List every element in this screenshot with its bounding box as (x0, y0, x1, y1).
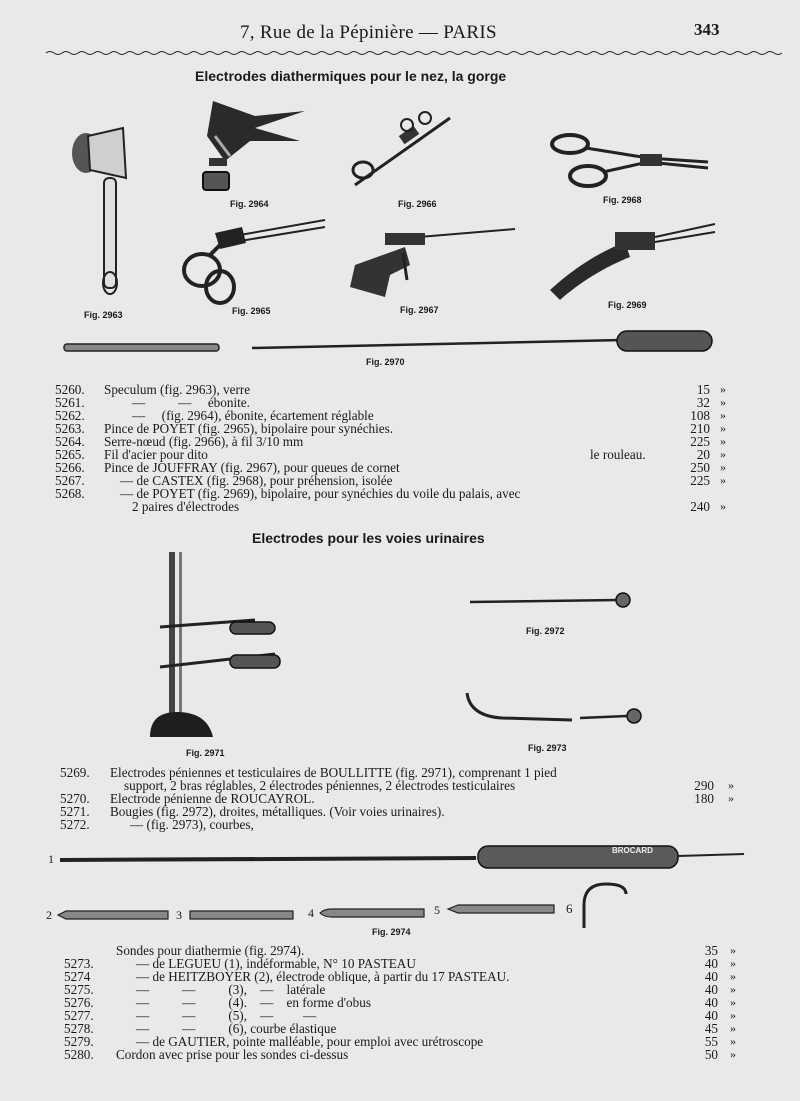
snare-illustration (345, 110, 455, 195)
sonde-number-3: 3 (176, 908, 182, 922)
speculum-illustration (68, 118, 138, 303)
fig-label-2972: Fig. 2972 (526, 626, 565, 636)
curved-bougie-illustration (462, 688, 647, 736)
curved-elastic-sonde (578, 880, 630, 930)
fig-label-2968: Fig. 2968 (603, 195, 642, 205)
heitzboyer-sonde-5 (446, 902, 558, 916)
heitzboyer-sonde-2 (56, 908, 171, 922)
poyet-bipolar-illustration (545, 212, 720, 302)
fig-label-2967: Fig. 2967 (400, 305, 439, 315)
fig-label-2971: Fig. 2971 (186, 748, 225, 758)
sonde-number-2: 2 (46, 908, 52, 922)
fig-label-2965: Fig. 2965 (232, 306, 271, 316)
fig-label-2963: Fig. 2963 (84, 310, 123, 320)
poyet-forceps-illustration (180, 215, 330, 310)
straight-bougie-illustration (468, 592, 633, 610)
sonde-number-6: 6 (566, 901, 573, 916)
sonde-number-4: 4 (308, 906, 314, 920)
fig-label-2969: Fig. 2969 (608, 300, 647, 310)
running-header: 7, Rue de la Pépinière — PARIS (240, 22, 497, 43)
long-electrode-illustration (62, 326, 722, 356)
heitzboyer-sonde-3 (188, 908, 296, 922)
fig-label-2974: Fig. 2974 (372, 927, 411, 937)
page-number: 343 (694, 20, 720, 39)
sonde-number-5: 5 (434, 903, 440, 917)
speculum-ebonite-illustration (195, 96, 310, 196)
brand-engraving: BROCARD (612, 846, 653, 855)
jouffray-forceps-illustration (345, 225, 520, 300)
fig-label-2970: Fig. 2970 (366, 357, 405, 367)
boullitte-stand-illustration (145, 552, 285, 747)
section-title-urinary: Electrodes pour les voies urinaires (252, 530, 485, 546)
heitzboyer-sonde-4 (318, 906, 428, 920)
fig-label-2964: Fig. 2964 (230, 199, 269, 209)
castex-forceps-illustration (548, 130, 713, 195)
wavy-rule (46, 50, 764, 56)
section-title-nose-throat: Electrodes diathermiques pour le nez, la gorge (195, 68, 507, 84)
sonde-number-1: 1 (48, 852, 54, 866)
fig-label-2966: Fig. 2966 (398, 199, 437, 209)
fig-label-2973: Fig. 2973 (528, 743, 567, 753)
